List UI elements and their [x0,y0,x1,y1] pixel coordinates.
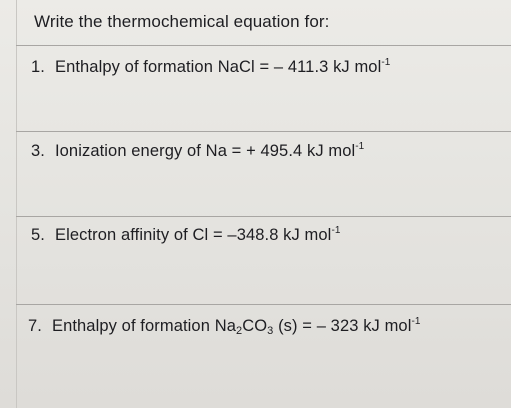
chemical-species: Cl [192,226,209,244]
rule-line [16,216,511,217]
margin-line [16,0,17,408]
unit-exponent: -1 [411,316,421,327]
chemical-species: Na [205,142,227,160]
rule-line [16,304,511,305]
unit-exponent: -1 [355,141,365,152]
question-3 [31,142,364,161]
energy-value: = + 495.4 kJ mol [231,142,356,160]
enthalpy-value: = – 323 kJ mol [302,317,412,335]
question-label: Electron affinity of [54,226,188,244]
question-1 [31,58,390,77]
question-label: Ionization energy of [54,142,201,160]
question-7 [28,317,421,336]
question-number: 3. [31,142,45,160]
chemical-formula: $Na_2CO_3$ [214,317,274,337]
rule-line [16,45,511,46]
question-number: 1. [31,58,45,76]
question-label: Enthalpy of formation [54,58,213,76]
chemical-species: NaCl [217,58,255,76]
question-number: 5. [31,226,45,244]
unit-exponent: -1 [381,57,391,68]
physical-state: (s) [278,317,298,335]
rule-line [16,131,511,132]
question-5 [31,226,341,245]
unit-exponent: -1 [331,225,341,236]
question-number: 7. [28,317,42,335]
affinity-value: = –348.8 kJ mol [213,226,332,244]
question-label: Enthalpy of formation [51,317,210,335]
worksheet-heading: Write the thermochemical equation for: [34,12,330,31]
enthalpy-value: = – 411.3 kJ mol [259,58,382,76]
